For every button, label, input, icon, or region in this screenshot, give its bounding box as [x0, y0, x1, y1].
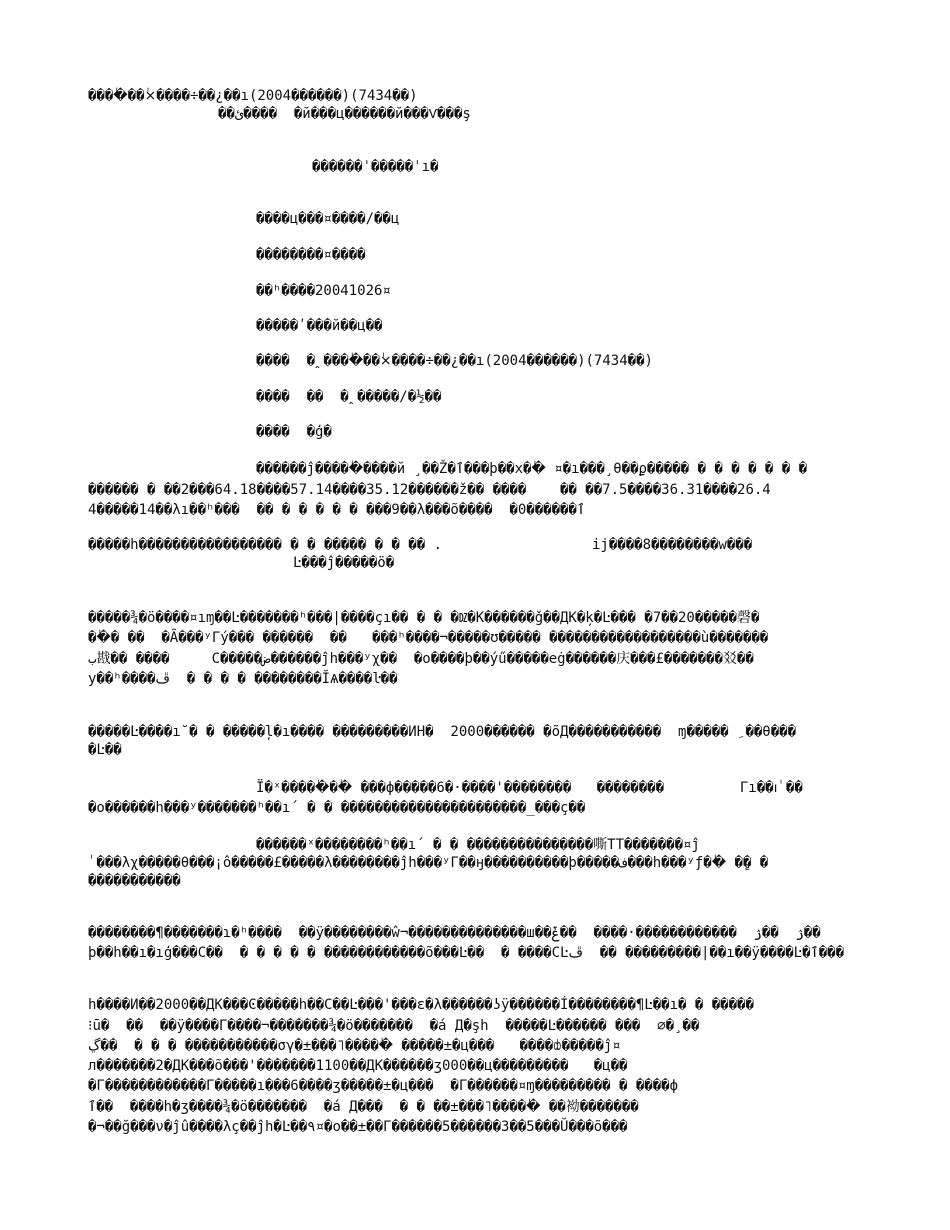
paragraph-8-line-2: ⁝ū� �� ��ÿ����Г����¬�������¾�ö������� �á Д�şh �����Ŀ������ ��� ∅�¸��: [88, 1018, 700, 1034]
header-line-1: ����ٰ��×ٰ����÷��¿��ı(2004������)(7434��): [88, 88, 418, 104]
header-line-2: ��ئ���� �й���ц������й���Ѵ���ş: [218, 106, 471, 122]
meta-field-5: ���� �ꞈ����ٰ��×ٰ����÷��¿��ı(2004������)(7434��): [256, 353, 653, 369]
paragraph-5-line-1: Ï�ˣ�����ٰ��ٰ ���ф�����6�·����'�������� �������� Гı��ıٰ ��: [256, 780, 803, 796]
paragraph-1-line-3: 4�����14��λı��ʰ��� �� � � � � � ���9��λ���õ���� �0������ٱ: [88, 502, 586, 518]
paragraph-4-line-2: �Ŀ��: [88, 742, 122, 758]
paragraph-8-line-5: �Г������������Г�����ı���6����ʒ�����±�ц��� �Г������¤ɱ��������� � ����ф: [88, 1078, 679, 1094]
paragraph-5-line-2: �o������h���ʸ�������ʰ��ı´ � � ����������������������_���ç��: [88, 800, 586, 816]
paragraph-6-line-3: �����������: [88, 873, 181, 889]
paragraph-6-line-1: ������ˣ��������ʰ��ı´ � � ���������������嘶ΤТ�������¤ĵ: [256, 837, 700, 853]
meta-field-7: ���� �ģ�: [256, 424, 332, 440]
paragraph-1-line-2: ������ � ��2���64.18����57.14����35.12������ž�� ���� �� ��7.5����36.31����26.4: [88, 482, 771, 498]
paragraph-7-line-1: ��������¶�������ɿ�ʰ���� ��ÿ��������ŵ¬��������������ш��ۯ ��ۯ ������������·���� ��ݞ��: [88, 925, 821, 941]
paragraph-8-line-7: �¬��ğ���ν�ĵû����λç��ĵh�Ŀ��٩¤�o��±��Г������5������3��5���Ŭ���õ���: [88, 1119, 628, 1135]
meta-field-3: ��ʰ����20041026¤: [256, 283, 391, 299]
document-title: ������ˈ�����ˈı�: [312, 159, 439, 175]
paragraph-3-line-1: �����¾�ö����¤ıɱ��Ŀ�������ʰ���|����çı�� � � �Ǳ�K������ǧ��ДK�ķ�Ŀ��� �7��20�����磬�: [88, 610, 760, 626]
paragraph-2-right: ij����8��������w���: [592, 537, 753, 553]
meta-field-6: ���� �� �ꞈ�����/�½��: [256, 389, 442, 405]
paragraph-8-line-3: ڲ�� � � � �����������σγ�±���˥�����ٰ �����±�ц��� ����ȸ�����ĵ¤: [88, 1038, 621, 1054]
paragraph-2-line-2: Ŀ���ĵ�����ö�: [293, 555, 395, 571]
paragraph-6-line-2: ٰ ���λχ�����θ���¡ô�����£�����λ��������ĵh���ʸГ��ӈ����������þ�����ف���h���ʸƒ��ٰ ��ٍ �: [88, 855, 769, 871]
paragraph-8-line-6: ٱ�� ����h�ʒ����¾�ö������� �á Д��� � � ��±���˥�����ٰ ��袎�������: [88, 1099, 639, 1115]
paragraph-3-line-3: ب戡�� ���� C�����ض������ĵh���ʸχ�� �o����þ��ýű�����eġ������庆���£�������㸚��: [88, 651, 754, 667]
meta-field-1: ����ц���¤����/��ц: [256, 211, 400, 227]
paragraph-1-line-1: ������ĵ�����ٰ����й ¸��Ž�ٱ���þ��х��ٰ ¤�ı���¸θ��ϼ����� � � � � � � �: [256, 461, 808, 477]
paragraph-3-line-4: y��ʰ����ڦ � � � � ��������ĬѦ����ŀ��: [88, 671, 398, 687]
paragraph-8-line-1: h����И��2000��ДK���Ͼ�����h��C��Ŀ���'���ε�λ������ʖÿ������Í��������¶Ŀ��ı� � �����: [88, 997, 754, 1013]
paragraph-4-line-1: �����Ŀ����ı˘� � �����ļ�ı���� ���������ИН� 2000������ �õД����������� ɱ����� ِ��θ���: [88, 724, 797, 740]
paragraph-8-line-4: л�������2�ДK���õ���'�������1100��ДK������ʒ000��ц��������� �ц��: [88, 1058, 628, 1074]
paragraph-3-line-2: ��ٰ� �� �Ȃ���ʸГý��� ������ �� ���ʰ����¬�����ʊ����� ������������������ù�������: [88, 630, 769, 646]
meta-field-2: ��������¤����: [256, 247, 366, 263]
paragraph-2-left: �����h����������������� � � ����� � � �� .: [88, 537, 443, 553]
paragraph-7-line-2: þ��h��ı�ıģ���C�� � � � � � ������������õ���Ŀ�� � ����CĿڦ �� ���������|��ı��ÿ����Ŀ�ٱ���: [88, 945, 845, 961]
meta-field-4: �����ʹ���й��ц��: [256, 318, 383, 334]
